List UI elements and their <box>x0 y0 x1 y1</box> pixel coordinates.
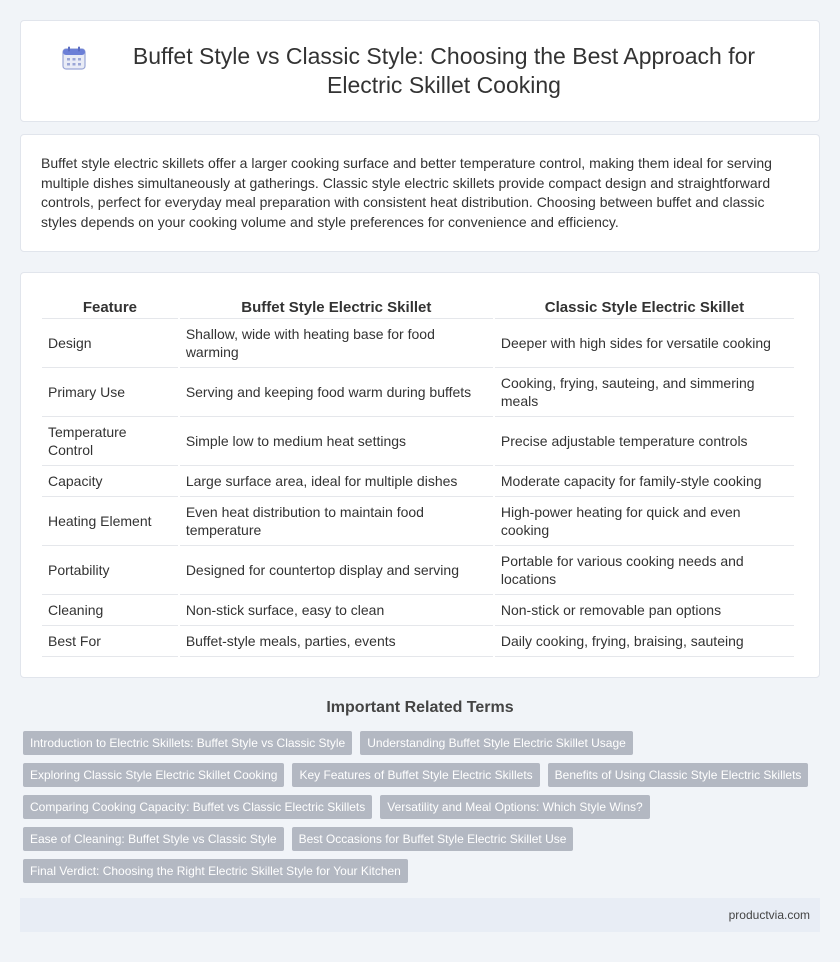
related-term-link[interactable]: Key Features of Buffet Style Electric Skillets <box>292 763 539 787</box>
tag-row <box>23 763 813 787</box>
buffet-cell: Non-stick surface, easy to clean <box>180 595 493 626</box>
classic-cell: Non-stick or removable pan options <box>495 595 794 626</box>
page-title: Buffet Style vs Classic Style: Choosing the Best Approach for Electric Skillet Cooking <box>132 43 756 98</box>
title-wrap <box>21 21 819 121</box>
tag-row <box>23 731 813 755</box>
table-row <box>42 546 794 595</box>
title-card <box>20 20 820 122</box>
classic-cell: Cooking, frying, sauteing, and simmering meals <box>495 368 794 417</box>
intro-paragraph: Buffet style electric skillets offer a larger cooking surface and better temperature control, making them ideal for serving multiple dishes simultaneously at gatherings. Classic style electric skillets provide compact design and straightforward controls, perfect for everyday meal preparation with consistent heat distribution. Choosing between buffet and classic styles depends on your cooking volume and style preferences for convenience and efficiency. <box>41 155 772 230</box>
classic-cell: Daily cooking, frying, braising, sauteing <box>495 626 794 657</box>
feature-cell: Portability <box>42 546 178 595</box>
buffet-cell: Simple low to medium heat settings <box>180 417 493 466</box>
feature-cell: Best For <box>42 626 178 657</box>
column-header: Classic Style Electric Skillet <box>495 295 794 319</box>
buffet-cell: Even heat distribution to maintain food temperature <box>180 497 493 546</box>
buffet-cell: Designed for countertop display and serving <box>180 546 493 595</box>
related-term-link[interactable]: Comparing Cooking Capacity: Buffet vs Classic Electric Skillets <box>23 795 372 819</box>
footer <box>20 898 820 932</box>
intro-card <box>20 134 820 252</box>
comparison-table <box>40 295 796 657</box>
calendar-icon <box>61 45 87 71</box>
table-row <box>42 626 794 657</box>
classic-cell: Portable for various cooking needs and locations <box>495 546 794 595</box>
classic-cell: Moderate capacity for family-style cooking <box>495 466 794 497</box>
related-term-link[interactable]: Ease of Cleaning: Buffet Style vs Classic Style <box>23 827 284 851</box>
table-row <box>42 319 794 368</box>
column-header: Buffet Style Electric Skillet <box>180 295 493 319</box>
related-term-link[interactable]: Introduction to Electric Skillets: Buffet Style vs Classic Style <box>23 731 352 755</box>
buffet-cell: Large surface area, ideal for multiple dishes <box>180 466 493 497</box>
comparison-card <box>20 272 820 678</box>
buffet-cell: Shallow, wide with heating base for food warming <box>180 319 493 368</box>
tag-row <box>23 859 813 883</box>
tag-row <box>23 827 813 851</box>
table-row <box>42 595 794 626</box>
related-term-link[interactable]: Final Verdict: Choosing the Right Electric Skillet Style for Your Kitchen <box>23 859 408 883</box>
feature-cell: Cleaning <box>42 595 178 626</box>
feature-cell: Heating Element <box>42 497 178 546</box>
tag-row <box>23 795 813 819</box>
table-row <box>42 466 794 497</box>
column-header: Feature <box>42 295 178 319</box>
site-name[interactable]: productvia.com <box>728 908 810 922</box>
related-term-link[interactable]: Exploring Classic Style Electric Skillet Cooking <box>23 763 284 787</box>
buffet-cell: Serving and keeping food warm during buffets <box>180 368 493 417</box>
table-row <box>42 497 794 546</box>
feature-cell: Temperature Control <box>42 417 178 466</box>
table-row <box>42 417 794 466</box>
related-term-link[interactable]: Best Occasions for Buffet Style Electric Skillet Use <box>292 827 574 851</box>
classic-cell: Deeper with high sides for versatile cooking <box>495 319 794 368</box>
related-term-link[interactable]: Understanding Buffet Style Electric Skillet Usage <box>360 731 633 755</box>
related-terms-heading: Important Related Terms <box>326 699 514 716</box>
related-term-link[interactable]: Benefits of Using Classic Style Electric Skillets <box>548 763 809 787</box>
feature-cell: Primary Use <box>42 368 178 417</box>
related-term-link[interactable]: Versatility and Meal Options: Which Style Wins? <box>380 795 649 819</box>
feature-cell: Design <box>42 319 178 368</box>
buffet-cell: Buffet-style meals, parties, events <box>180 626 493 657</box>
related-terms-list <box>23 731 813 891</box>
classic-cell: Precise adjustable temperature controls <box>495 417 794 466</box>
feature-cell: Capacity <box>42 466 178 497</box>
table-row <box>42 368 794 417</box>
table-header-row <box>42 295 794 319</box>
classic-cell: High-power heating for quick and even cooking <box>495 497 794 546</box>
